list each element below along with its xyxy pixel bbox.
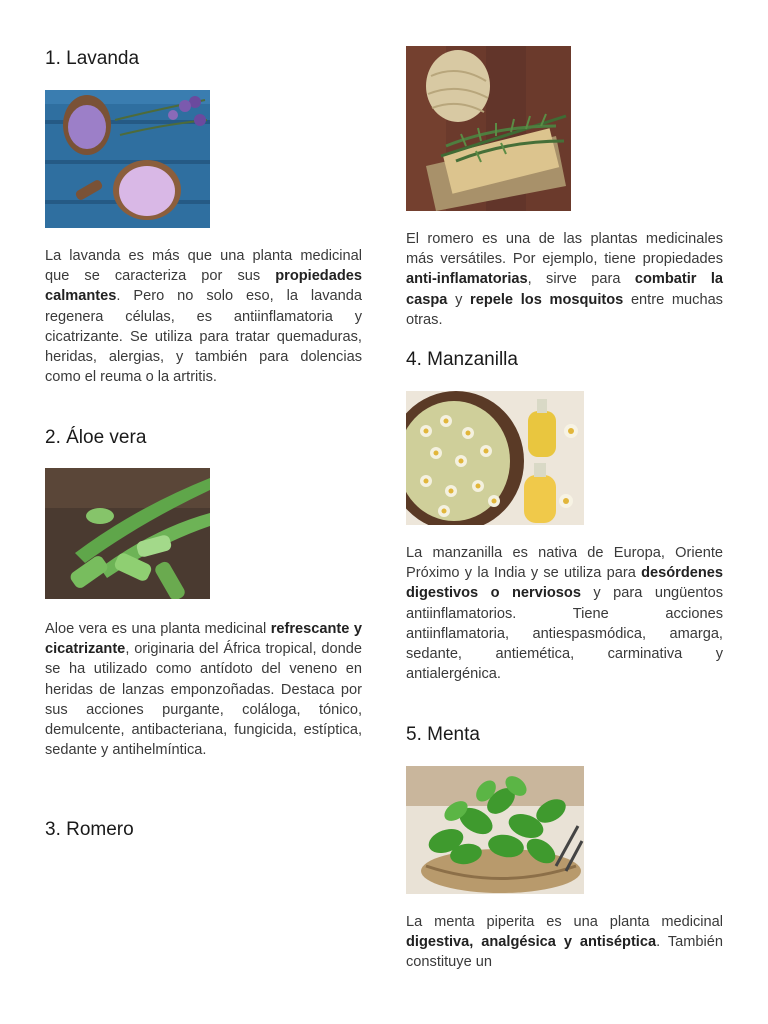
heading-menta: 5. Menta: [406, 724, 480, 745]
aloe-vera-text: Aloe vera es una planta medicinal refrescante y cicatrizante, originaria del África tropical, donde se ha utilizado como antídoto del veneno en heridas de lanzas emponzoñadas. Destaca por sus acciones purgante, colálogа, tónico, demulcente, antibacteriana, fungicida, estíptica, sedante y antihelmíntica.: [45, 621, 362, 759]
romero-image: [406, 46, 571, 211]
lavanda-text: La lavanda es más que una planta medicinal que se caracteriza por sus propiedades calmantes. Pero no solo eso, la lavanda regenera células, es antiinflamatoria y cicatrizante. Se utiliza para tratar quemaduras, heridas, alergias, y también para dolencias como el reuma o la artritis.: [45, 248, 362, 386]
lavanda-image: [45, 90, 210, 228]
heading-aloe-vera: 2. Áloe vera: [45, 427, 147, 448]
aloe-vera-image: [45, 468, 210, 599]
romero-text: El romero es una de las plantas medicinales más versátiles. Por ejemplo, tiene propiedades anti-inflamatorias, sirve para combatir la caspa y repele los mosquitos entre muchas otras.: [406, 231, 723, 328]
heading-romero: 3. Romero: [45, 819, 134, 840]
heading-lavanda: 1. Lavanda: [45, 48, 140, 69]
menta-text: La menta piperita es una planta medicinal digestiva, analgésica y antiséptica. También constituye un: [406, 914, 723, 971]
manzanilla-image: [406, 391, 584, 525]
heading-manzanilla: 4. Manzanilla: [406, 349, 518, 370]
menta-image: [406, 766, 584, 894]
manzanilla-text: La manzanilla es nativa de Europa, Oriente Próximo y la India y se utiliza para desórdenes digestivos o nerviosos y para ungüentos antiinflamatorios. Tiene acciones antiinflamatoria, antiespasmódica, amarga, sedante, antiemética, carminativa y antialergénica.: [406, 545, 723, 683]
